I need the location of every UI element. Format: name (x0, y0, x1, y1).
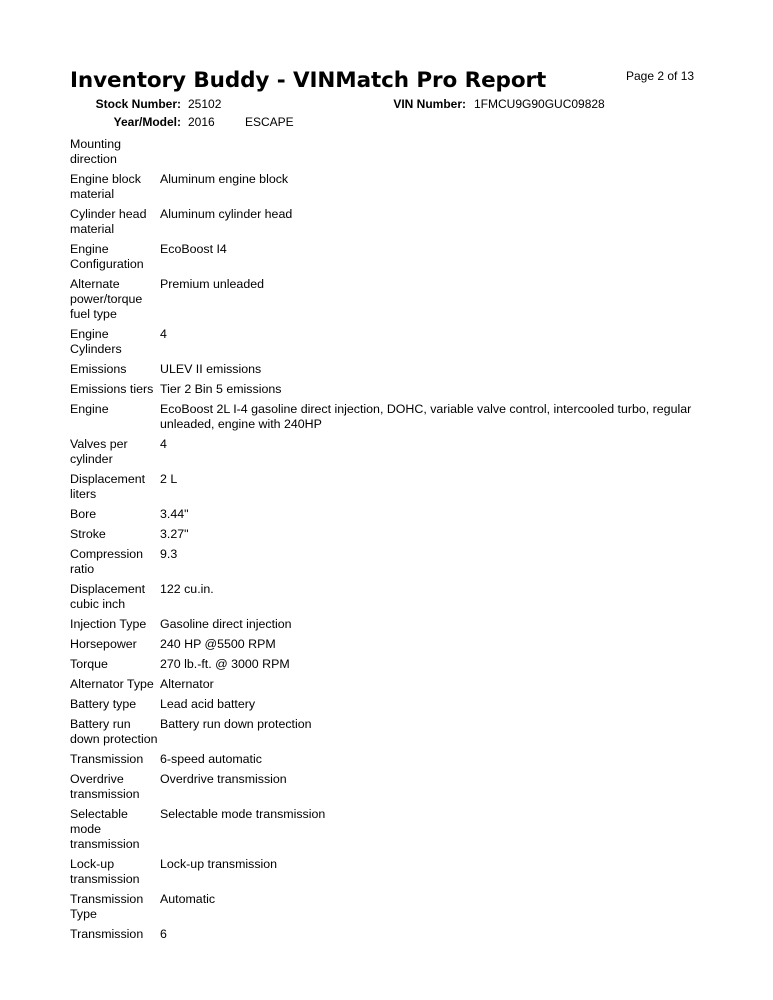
spec-value: Aluminum engine block (160, 172, 289, 186)
spec-value: Automatic (160, 892, 216, 906)
stock-number-value: 25102 (188, 97, 222, 111)
spec-value: ULEV II emissions (160, 362, 262, 376)
report-title: Inventory Buddy - VINMatch Pro Report (70, 68, 547, 93)
spec-value: Alternator (160, 677, 214, 691)
spec-label: Horsepower (70, 637, 137, 651)
spec-value: 6-speed automatic (160, 752, 262, 766)
spec-value: 240 HP @5500 RPM (160, 637, 276, 651)
spec-value: Gasoline direct injection (160, 617, 292, 631)
spec-value: EcoBoost 2L I-4 gasoline direct injection, DOHC, variable valve control, intercooled turbo, regular unleaded, engine with 240HP (160, 402, 692, 431)
spec-row (70, 382, 710, 402)
spec-row (70, 242, 710, 277)
spec-value: 2 L (160, 472, 178, 486)
spec-label: Displacement cubic inch (70, 582, 146, 611)
spec-row (70, 697, 710, 717)
spec-value: 4 (160, 327, 167, 341)
spec-row (70, 437, 710, 472)
spec-row (70, 527, 710, 547)
spec-value: EcoBoost I4 (160, 242, 227, 256)
spec-row (70, 772, 710, 807)
spec-value: Selectable mode transmission (160, 807, 326, 821)
spec-row (70, 207, 710, 242)
spec-row (70, 892, 710, 927)
spec-value: 3.44" (160, 507, 189, 521)
spec-label: Engine Configuration (70, 242, 144, 271)
spec-label: Engine block material (70, 172, 141, 201)
spec-row (70, 277, 710, 327)
spec-value: 122 cu.in. (160, 582, 214, 596)
spec-row (70, 172, 710, 207)
spec-value: Battery run down protection (160, 717, 312, 731)
spec-label: Emissions tiers (70, 382, 154, 396)
specs-table-body (70, 137, 710, 947)
spec-value: Lead acid battery (160, 697, 256, 711)
spec-row (70, 582, 710, 617)
spec-label: Selectable mode transmission (70, 807, 140, 851)
spec-label: Cylinder head material (70, 207, 147, 236)
spec-label: Stroke (70, 527, 106, 541)
spec-label: Valves per cylinder (70, 437, 128, 466)
spec-value: Tier 2 Bin 5 emissions (160, 382, 282, 396)
spec-label: Injection Type (70, 617, 147, 631)
spec-row (70, 617, 710, 637)
spec-value: 3.27" (160, 527, 189, 541)
spec-row (70, 927, 710, 947)
spec-label: Compression ratio (70, 547, 143, 576)
spec-label: Lock-up transmission (70, 857, 140, 886)
spec-label: Battery run down protection (70, 717, 158, 746)
spec-label: Transmission Type (70, 892, 144, 921)
spec-value (160, 137, 710, 172)
spec-value: Lock-up transmission (160, 857, 278, 871)
spec-label: Battery type (70, 697, 137, 711)
year-value: 2016 (188, 115, 215, 129)
spec-value: 270 lb.-ft. @ 3000 RPM (160, 657, 290, 671)
spec-row (70, 752, 710, 772)
spec-value: 9.3 (160, 547, 178, 561)
spec-label: Overdrive transmission (70, 772, 140, 801)
spec-row (70, 637, 710, 657)
spec-row (70, 807, 710, 857)
spec-label: Engine (70, 402, 109, 416)
spec-value: 6 (160, 927, 167, 941)
spec-label: Mounting direction (70, 137, 121, 166)
spec-row (70, 362, 710, 382)
spec-row (70, 857, 710, 892)
spec-row (70, 677, 710, 697)
spec-label: Transmission (70, 927, 144, 941)
year-model-label: Year/Model: (113, 115, 181, 129)
stock-number-label: Stock Number: (95, 97, 181, 111)
spec-row (70, 507, 710, 527)
spec-row (70, 547, 710, 582)
spec-label: Engine Cylinders (70, 327, 122, 356)
spec-label: Transmission (70, 752, 144, 766)
spec-row (70, 717, 710, 752)
spec-label: Torque (70, 657, 108, 671)
spec-label: Alternator Type (70, 677, 154, 691)
spec-value: Aluminum cylinder head (160, 207, 293, 221)
page-number: Page 2 of 13 (626, 69, 695, 83)
spec-label: Displacement liters (70, 472, 146, 501)
spec-row (70, 137, 710, 172)
spec-row (70, 657, 710, 677)
spec-row (70, 472, 710, 507)
model-value: ESCAPE (245, 115, 294, 129)
vin-number-label: VIN Number: (393, 97, 466, 111)
spec-value: Premium unleaded (160, 277, 265, 291)
spec-row (70, 402, 710, 437)
spec-row (70, 327, 710, 362)
specs-table (70, 137, 710, 947)
spec-label: Emissions (70, 362, 127, 376)
vin-number-value: 1FMCU9G90GUC09828 (474, 97, 605, 111)
spec-value: 4 (160, 437, 167, 451)
spec-label: Alternate power/torque fuel type (70, 277, 143, 321)
spec-label: Bore (70, 507, 97, 521)
spec-value: Overdrive transmission (160, 772, 287, 786)
